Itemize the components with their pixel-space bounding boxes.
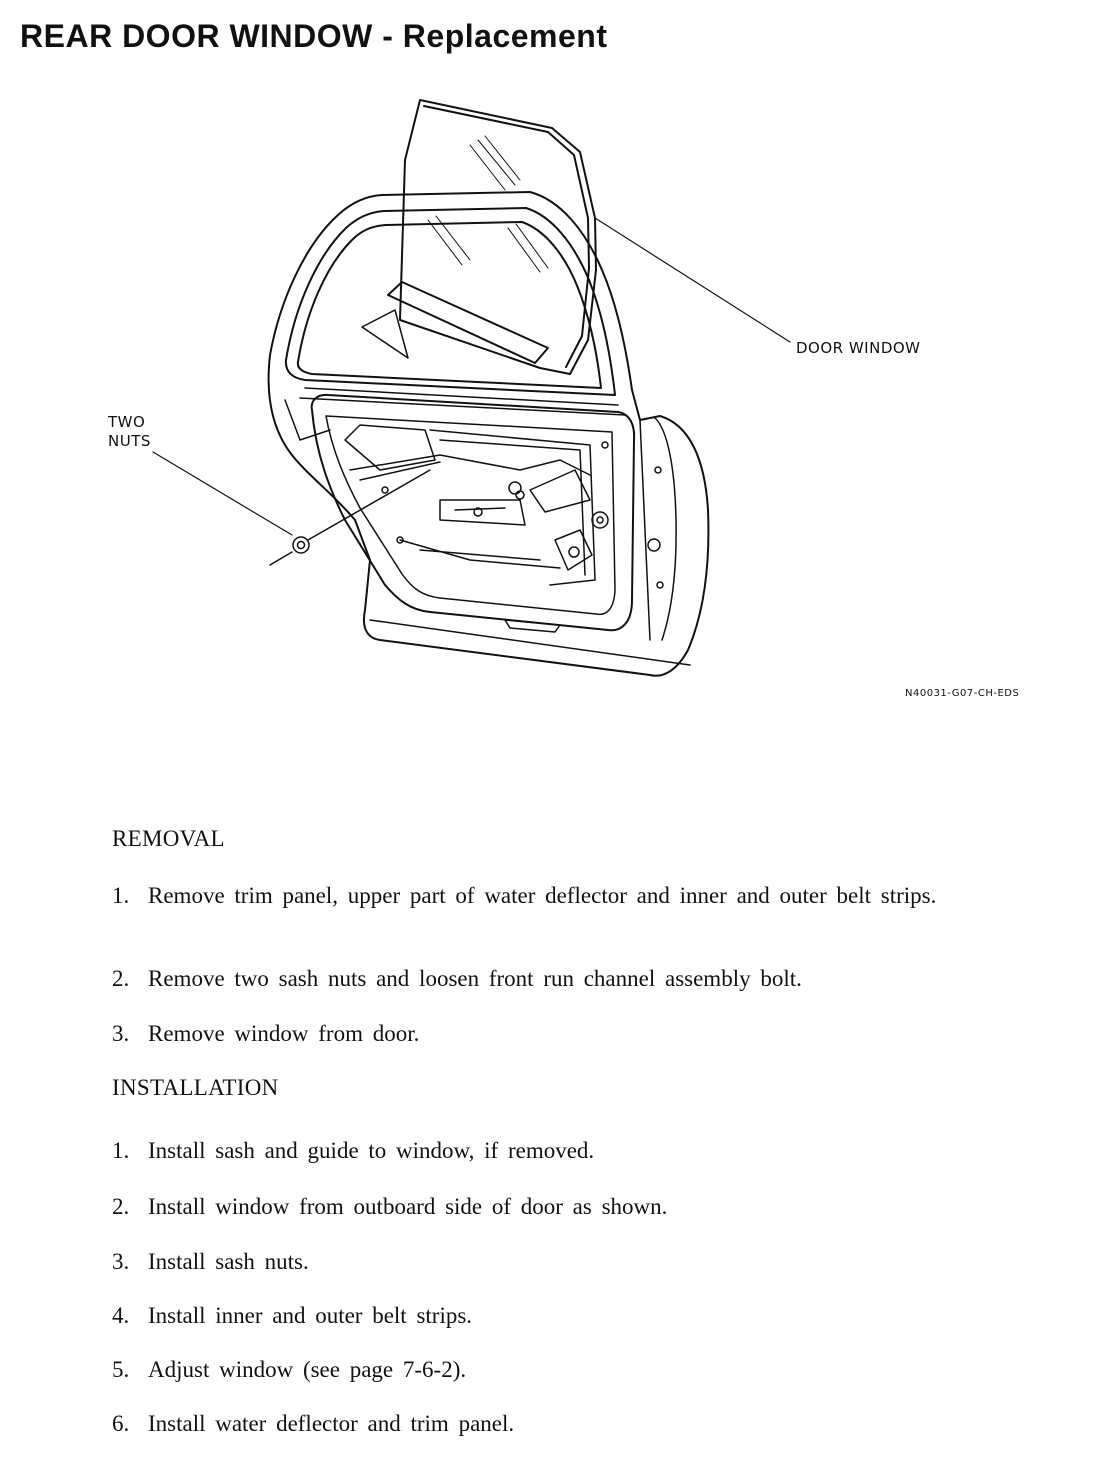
removal-step — [112, 1020, 992, 1048]
two-nuts-callout — [108, 413, 151, 451]
installation-step — [112, 1356, 992, 1384]
installation-heading: INSTALLATION — [112, 1075, 279, 1100]
step-text: Install water deflector and trim panel. — [148, 1411, 515, 1436]
two-nuts-leader — [153, 452, 292, 535]
removal-step — [112, 882, 992, 910]
step-number: 6. — [112, 1411, 130, 1436]
step-number: 2. — [112, 1194, 130, 1219]
window-regulator — [345, 425, 608, 632]
step-number: 2. — [112, 966, 130, 991]
step-text: Remove window from door. — [148, 1021, 420, 1046]
step-number: 1. — [112, 883, 130, 908]
sash-nut — [270, 470, 430, 565]
step-number: 1. — [112, 1138, 130, 1163]
figure-code: N40031-G07-CH-EDS — [905, 688, 1020, 699]
door-diagram — [0, 80, 1104, 720]
installation-step — [112, 1302, 992, 1330]
removal-step — [112, 965, 992, 993]
page-title: REAR DOOR WINDOW - Replacement — [20, 18, 608, 54]
door-window-leader — [595, 218, 790, 342]
door-window-glass — [362, 100, 596, 374]
step-text: Remove trim panel, upper part of water deflector and inner and outer belt strips. — [148, 883, 937, 908]
installation-step — [112, 1410, 992, 1438]
two-nuts-line2: NUTS — [108, 432, 151, 450]
door-window-callout: DOOR WINDOW — [796, 339, 921, 357]
door-frame — [269, 192, 709, 676]
installation-step — [112, 1193, 992, 1221]
step-text: Install sash nuts. — [148, 1249, 309, 1274]
step-text: Install sash and guide to window, if removed. — [148, 1138, 595, 1163]
step-text: Install inner and outer belt strips. — [148, 1303, 473, 1328]
step-text: Install window from outboard side of door as shown. — [148, 1194, 668, 1219]
step-number: 4. — [112, 1303, 130, 1328]
removal-heading: REMOVAL — [112, 826, 225, 851]
step-number: 3. — [112, 1021, 130, 1046]
installation-step — [112, 1137, 992, 1165]
step-number: 3. — [112, 1249, 130, 1274]
installation-step — [112, 1248, 992, 1276]
step-text: Adjust window (see page 7-6-2). — [148, 1357, 467, 1382]
two-nuts-line1: TWO — [108, 413, 146, 431]
step-text: Remove two sash nuts and loosen front run channel assembly bolt. — [148, 966, 802, 991]
step-number: 5. — [112, 1357, 130, 1382]
